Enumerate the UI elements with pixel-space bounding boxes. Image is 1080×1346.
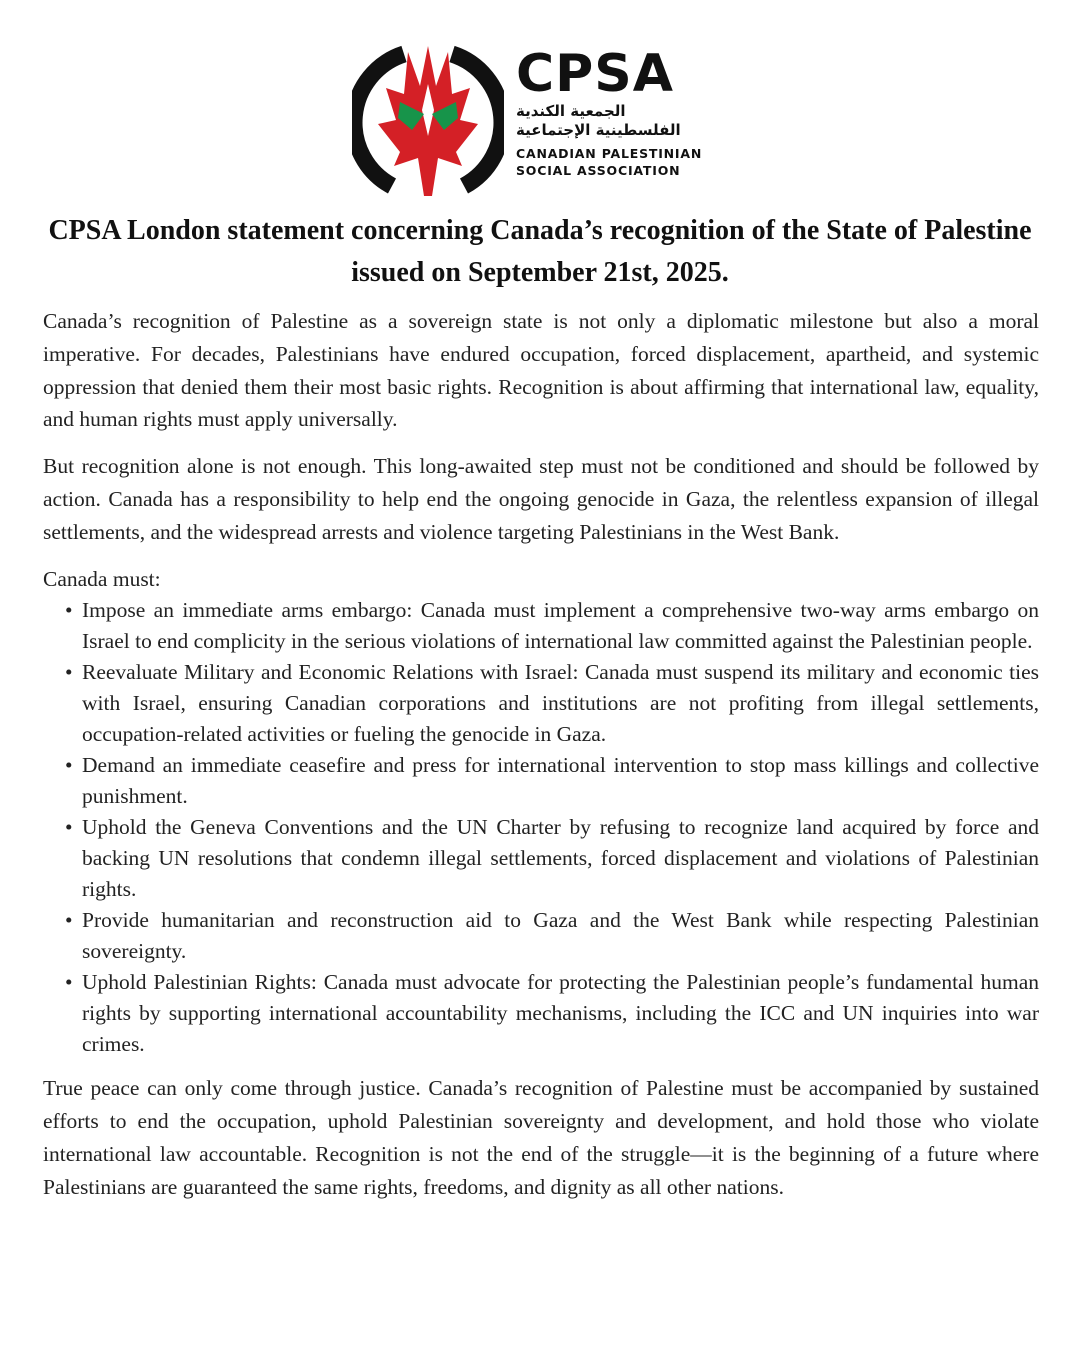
logo-text-block xyxy=(516,44,703,196)
logo-wordmark: CPSA xyxy=(516,44,674,104)
demand-item: • Uphold the Geneva Conventions and the UN Charter by refusing to recognize land acquired by force and backing UN resolutions that condemn illegal settlements, forced displacement and violations of Palestinian rights. xyxy=(82,812,1039,905)
demand-item: • Reevaluate Military and Economic Relations with Israel: Canada must suspend its military and economic ties with Israel, ensuring Canadian corporations and institutions are not profiting from illegal settlements, occupation-related activities or fueling the genocide in Gaza. xyxy=(82,657,1039,750)
maple-leaf-ring-icon xyxy=(352,40,504,200)
demands-intro: Canada must: xyxy=(43,566,161,591)
title-line-1: CPSA London statement concerning Canada’s recognition of the State of Palestine xyxy=(48,215,1032,246)
statement-title xyxy=(30,210,1050,294)
demand-item: • Impose an immediate arms embargo: Canada must implement a comprehensive two-way arms embargo on Israel to end complicity in the serious violations of international law committed against the Palestinian people. xyxy=(82,595,1039,657)
logo-english-line-2: SOCIAL ASSOCIATION xyxy=(516,163,681,178)
title-line-2: issued on September 21st, 2025. xyxy=(351,257,729,288)
closing-paragraph: True peace can only come through justice. Canada’s recognition of Palestine must be accompanied by sustained efforts to end the occupation, uphold Palestinian sovereignty and development, and hold those who violate international law accountable. Recognition is not the end of the struggle—it is the beginning of a future where Palestinians are guaranteed the same rights, freedoms, and dignity as all other nations. xyxy=(43,1076,1039,1199)
logo-arabic-line-1: الجمعية الكندية xyxy=(516,102,626,120)
action-paragraph: But recognition alone is not enough. This long-awaited step must not be conditioned and should be followed by action. Canada has a responsibility to help end the ongoing genocide in Gaza, the relentless expansion of illegal settlements, and the widespread arrests and violence targeting Palestinians in the West Bank. xyxy=(43,454,1039,544)
logo-arabic-line-2: الفلسطينية الإجتماعية xyxy=(516,121,681,139)
demand-item: • Provide humanitarian and reconstruction aid to Gaza and the West Bank while respecting Palestinian sovereignty. xyxy=(82,905,1039,967)
intro-paragraph: Canada’s recognition of Palestine as a sovereign state is not only a diplomatic milestone but also a moral imperative. For decades, Palestinians have endured occupation, forced displacement, apartheid, and systemic oppression that denied them their most basic rights. Recognition is about affirming that international law, equality, and human rights must apply universally. xyxy=(43,309,1039,432)
cpsa-logo xyxy=(352,40,703,200)
demand-item: • Demand an immediate ceasefire and press for international intervention to stop mass killings and collective punishment. xyxy=(82,750,1039,812)
logo-english-line-1: CANADIAN PALESTINIAN xyxy=(516,146,703,161)
statement-body xyxy=(43,305,1039,1204)
demands-list xyxy=(43,595,1039,1060)
demand-item: • Uphold Palestinian Rights: Canada must advocate for protecting the Palestinian people’s fundamental human rights by supporting international accountability mechanisms, including the ICC and UN inquiries into war crimes. xyxy=(82,967,1039,1060)
